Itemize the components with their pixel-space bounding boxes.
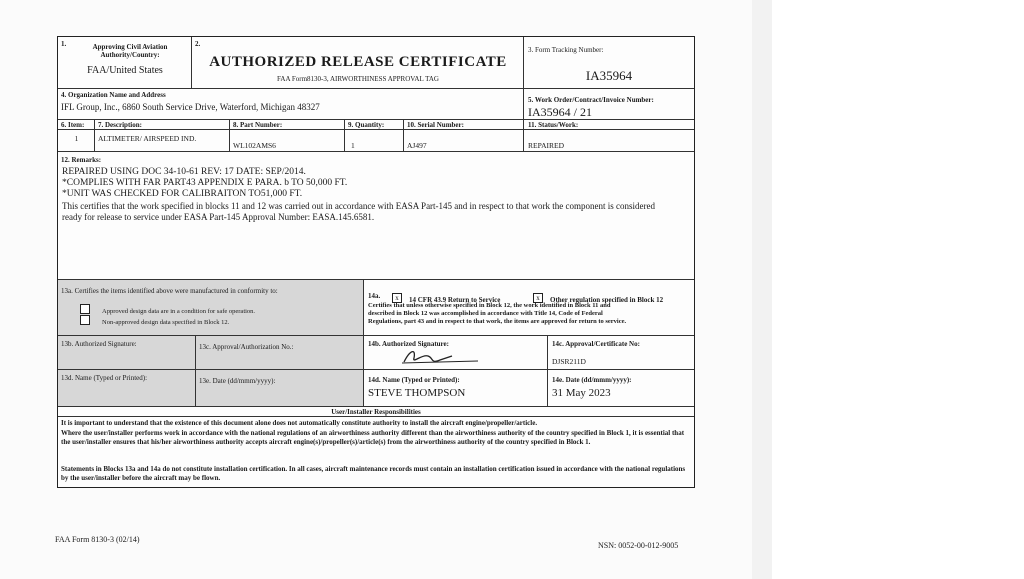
block-14a-certification-text: Certifies that unless otherwise specified in Block 12, the work identified in Block 11 and described in Block 12 was accomplished in accordance with Title 14, Code of Federal Regulations, part 43 and in respect to that work, the items are approved for return to service. [368, 302, 627, 325]
form-tracking-label: 3. Form Tracking Number: [528, 46, 604, 54]
form-number-footer: FAA Form 8130-3 (02/14) [55, 535, 140, 544]
status-cell [524, 130, 694, 152]
box-1-number: 1. [61, 40, 67, 48]
certificate-title: AUTHORIZED RELEASE CERTIFICATE [209, 54, 507, 70]
block-14c [548, 336, 694, 370]
certificate-subtitle: FAA Form8130-3, AIRWORTHINESS APPROVAL TAG [277, 75, 439, 83]
responsibilities-paragraph-1: It is important to understand that the existence of this document alone does not automatically constitute authority to install the aircraft engine/propeller/article. [61, 419, 538, 427]
item-label: 6. Item: [61, 121, 85, 129]
block-14d [364, 370, 548, 407]
remarks-line-4: This certifies that the work specified in blocks 11 and 12 was carried out in accordance with EASA Part-145 and in respect to that work the component is considered [62, 201, 655, 211]
status-work-label: 11. Status/Work: [528, 121, 579, 129]
part-header [230, 120, 345, 130]
part-number-value: WL102AMS6 [233, 141, 276, 150]
remarks-box [58, 152, 694, 280]
block-14d-label: 14d. Name (Typed or Printed): [368, 376, 460, 384]
block-14c-label: 14c. Approval/Certificate No: [552, 340, 640, 348]
cfr-43-9-checkbox[interactable]: x [392, 293, 402, 303]
remarks-line-2: *COMPLIES WITH FAR PART43 APPENDIX E PARA. b TO 50,000 FT. [62, 178, 348, 188]
box-2-number: 2. [195, 40, 201, 48]
block-14a-label: 14a. [368, 292, 381, 300]
status-header [524, 120, 694, 130]
responsibilities-body [58, 417, 694, 487]
description-cell [95, 130, 230, 152]
box-4 [58, 89, 524, 120]
serial-cell [404, 130, 524, 152]
cfr-43-9-text: 14 CFR 43.9 Return to Service [409, 296, 501, 304]
block-13d-label: 13d. Name (Typed or Printed): [61, 374, 148, 382]
serial-header [404, 120, 524, 130]
item-value: 1 [74, 134, 79, 143]
remarks-line-3: *UNIT WAS CHECKED FOR CALIBRAITON TO51,000 FT. [62, 189, 303, 199]
responsibilities-heading: User/Installer Responsibilities [331, 408, 421, 416]
nsn-footer: NSN: 0052-00-012-9005 [598, 541, 679, 550]
approving-authority: FAA/United States [87, 65, 163, 76]
organization-label: 4. Organization Name and Address [61, 91, 166, 99]
authorized-release-certificate-form [57, 36, 695, 488]
serial-number-label: 10. Serial Number: [407, 121, 464, 129]
remarks-label: 12. Remarks: [61, 156, 102, 164]
box-3 [524, 37, 694, 89]
remarks-line-1: REPAIRED USING DOC 34-10-61 REV: 17 DATE: SEP/2014. [62, 167, 306, 177]
block-14a [364, 280, 694, 336]
responsibilities-paragraph-2: Where the user/installer performs work in accordance with the national regulations of an airworthiness authority different than the airworthiness authority of the country specified in Block 1, it is essential that the user/installer ensures that his/her airworthiness authority accepts aircraft engine(s)/propeller(s)/article(s) from the airworthiness authority of the country specified in Block 1. [61, 429, 685, 446]
part-cell [230, 130, 345, 152]
work-order-number: IA35964 / 21 [528, 105, 592, 119]
other-regulation-checkbox[interactable]: x [533, 293, 543, 303]
block-13a [58, 280, 364, 336]
description-value: ALTIMETER/ AIRSPEED IND. [98, 134, 197, 143]
part-number-label: 8. Part Number: [233, 121, 283, 129]
work-order-label: 5. Work Order/Contract/Invoice Number: [528, 96, 654, 104]
authorized-signature-image [400, 346, 480, 368]
box-1-label: Approving Civil Aviation Authority/Country: [92, 43, 168, 59]
item-header [58, 120, 95, 130]
quantity-cell [345, 130, 404, 152]
page-edge [752, 0, 772, 579]
block-13a-option-2 [80, 311, 229, 329]
quantity-header [345, 120, 404, 130]
block-13e [196, 370, 364, 407]
block-14e-label: 14e. Date (dd/mmm/yyyy): [552, 376, 632, 384]
quantity-label: 9. Quantity: [348, 121, 385, 129]
non-approved-design-text: Non-approved design data specified in Block 12. [102, 319, 230, 326]
non-approved-design-checkbox[interactable] [80, 315, 90, 325]
description-label: 7. Description: [98, 121, 142, 129]
responsibilities-header [58, 407, 694, 417]
box-5 [524, 89, 694, 120]
approval-certificate-number: DJSR211D [552, 357, 586, 366]
block-14e [548, 370, 694, 407]
responsibilities-paragraph-3: Statements in Blocks 13a and 14a do not constitute installation certification. In all cases, aircraft maintenance records must contain an installation certification issued in accordance with the national regulations by the user/installer before the aircraft may be flown. [61, 465, 686, 482]
block-14b [364, 336, 548, 370]
block-13b [58, 336, 196, 370]
signer-name: STEVE THOMPSON [368, 387, 466, 399]
box-2 [192, 37, 524, 89]
box-1 [58, 37, 192, 89]
block-13c [196, 336, 364, 370]
block-13d [58, 370, 196, 407]
organization-address: IFL Group, Inc., 6860 South Service Drive, Waterford, Michigan 48327 [61, 102, 320, 112]
block-13e-label: 13e. Date (dd/mmm/yyyy): [199, 377, 276, 385]
item-cell [58, 130, 95, 152]
approved-design-text: Approved design data are in a condition for safe operation. [102, 308, 256, 315]
form-tracking-number: IA35964 [585, 68, 633, 83]
block-13c-label: 13c. Approval/Authorization No.: [199, 343, 294, 351]
block-13a-label: 13a. Certifies the items identified above were manufactured in conformity to: [61, 287, 278, 295]
remarks-line-5: ready for release to service under EASA Part-145 Approval Number: EASA.145.6581. [62, 212, 375, 222]
status-value: REPAIRED [528, 141, 564, 150]
block-13b-label: 13b. Authorized Signature: [61, 340, 137, 348]
block-14b-label: 14b. Authorized Signature: [368, 340, 449, 348]
serial-number-value: AJ497 [407, 141, 427, 150]
other-regulation-text: Other regulation specified in Block 12 [550, 296, 664, 304]
description-header [95, 120, 230, 130]
quantity-value: 1 [351, 141, 355, 150]
signing-date: 31 May 2023 [552, 387, 611, 399]
